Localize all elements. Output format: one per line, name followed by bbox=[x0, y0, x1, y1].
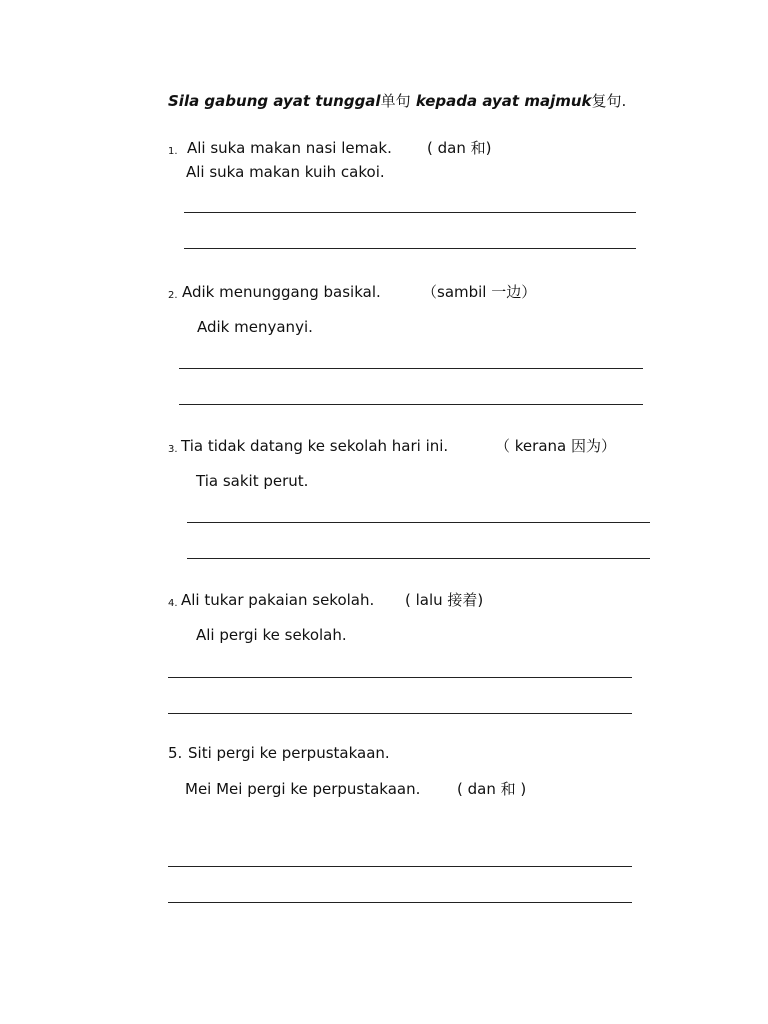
answer-line[interactable] bbox=[168, 866, 632, 867]
answer-line[interactable] bbox=[184, 212, 636, 213]
answer-line[interactable] bbox=[179, 368, 643, 369]
question-number: 1. bbox=[168, 146, 178, 157]
question-conjunction: ( lalu 接着) bbox=[405, 591, 484, 609]
question-conjunction: （sambil 一边） bbox=[422, 283, 537, 301]
answer-line[interactable] bbox=[184, 248, 636, 249]
answer-line[interactable] bbox=[168, 713, 632, 714]
instruction-text-2: kepada ayat majmuk bbox=[410, 92, 592, 110]
answer-line[interactable] bbox=[187, 558, 650, 559]
question-sentence-2: Tia sakit perut. bbox=[196, 472, 309, 490]
question-conjunction: （ kerana 因为） bbox=[495, 437, 616, 455]
question-conjunction: ( dan 和 ) bbox=[457, 780, 527, 798]
question-number: 3. bbox=[168, 444, 178, 455]
question-sentence-2: Adik menyanyi. bbox=[197, 318, 313, 336]
instruction-text-1: Sila gabung ayat tunggal bbox=[168, 92, 381, 110]
question-sentence-1: Siti pergi ke perpustakaan. bbox=[188, 744, 390, 762]
instruction-end: . bbox=[621, 92, 627, 110]
instruction-cn-2: 复句 bbox=[591, 92, 622, 110]
answer-line[interactable] bbox=[168, 902, 632, 903]
question-sentence-2: Mei Mei pergi ke perpustakaan. bbox=[185, 780, 421, 798]
question-conjunction: ( dan 和) bbox=[427, 139, 492, 157]
question-sentence-1: Adik menunggang basikal. bbox=[182, 283, 381, 301]
question-sentence-2: Ali suka makan kuih cakoi. bbox=[186, 163, 385, 181]
question-number: 5. bbox=[168, 744, 183, 762]
answer-line[interactable] bbox=[168, 677, 632, 678]
question-sentence-2: Ali pergi ke sekolah. bbox=[196, 626, 347, 644]
question-number: 4. bbox=[168, 598, 178, 609]
answer-line[interactable] bbox=[179, 404, 643, 405]
question-number: 2. bbox=[168, 290, 178, 301]
answer-line[interactable] bbox=[187, 522, 650, 523]
instruction-cn-1: 单句 bbox=[380, 92, 411, 110]
worksheet-instruction bbox=[168, 92, 626, 110]
question-sentence-1: Ali tukar pakaian sekolah. bbox=[181, 591, 375, 609]
question-sentence-1: Ali suka makan nasi lemak. bbox=[187, 139, 392, 157]
question-sentence-1: Tia tidak datang ke sekolah hari ini. bbox=[181, 437, 449, 455]
